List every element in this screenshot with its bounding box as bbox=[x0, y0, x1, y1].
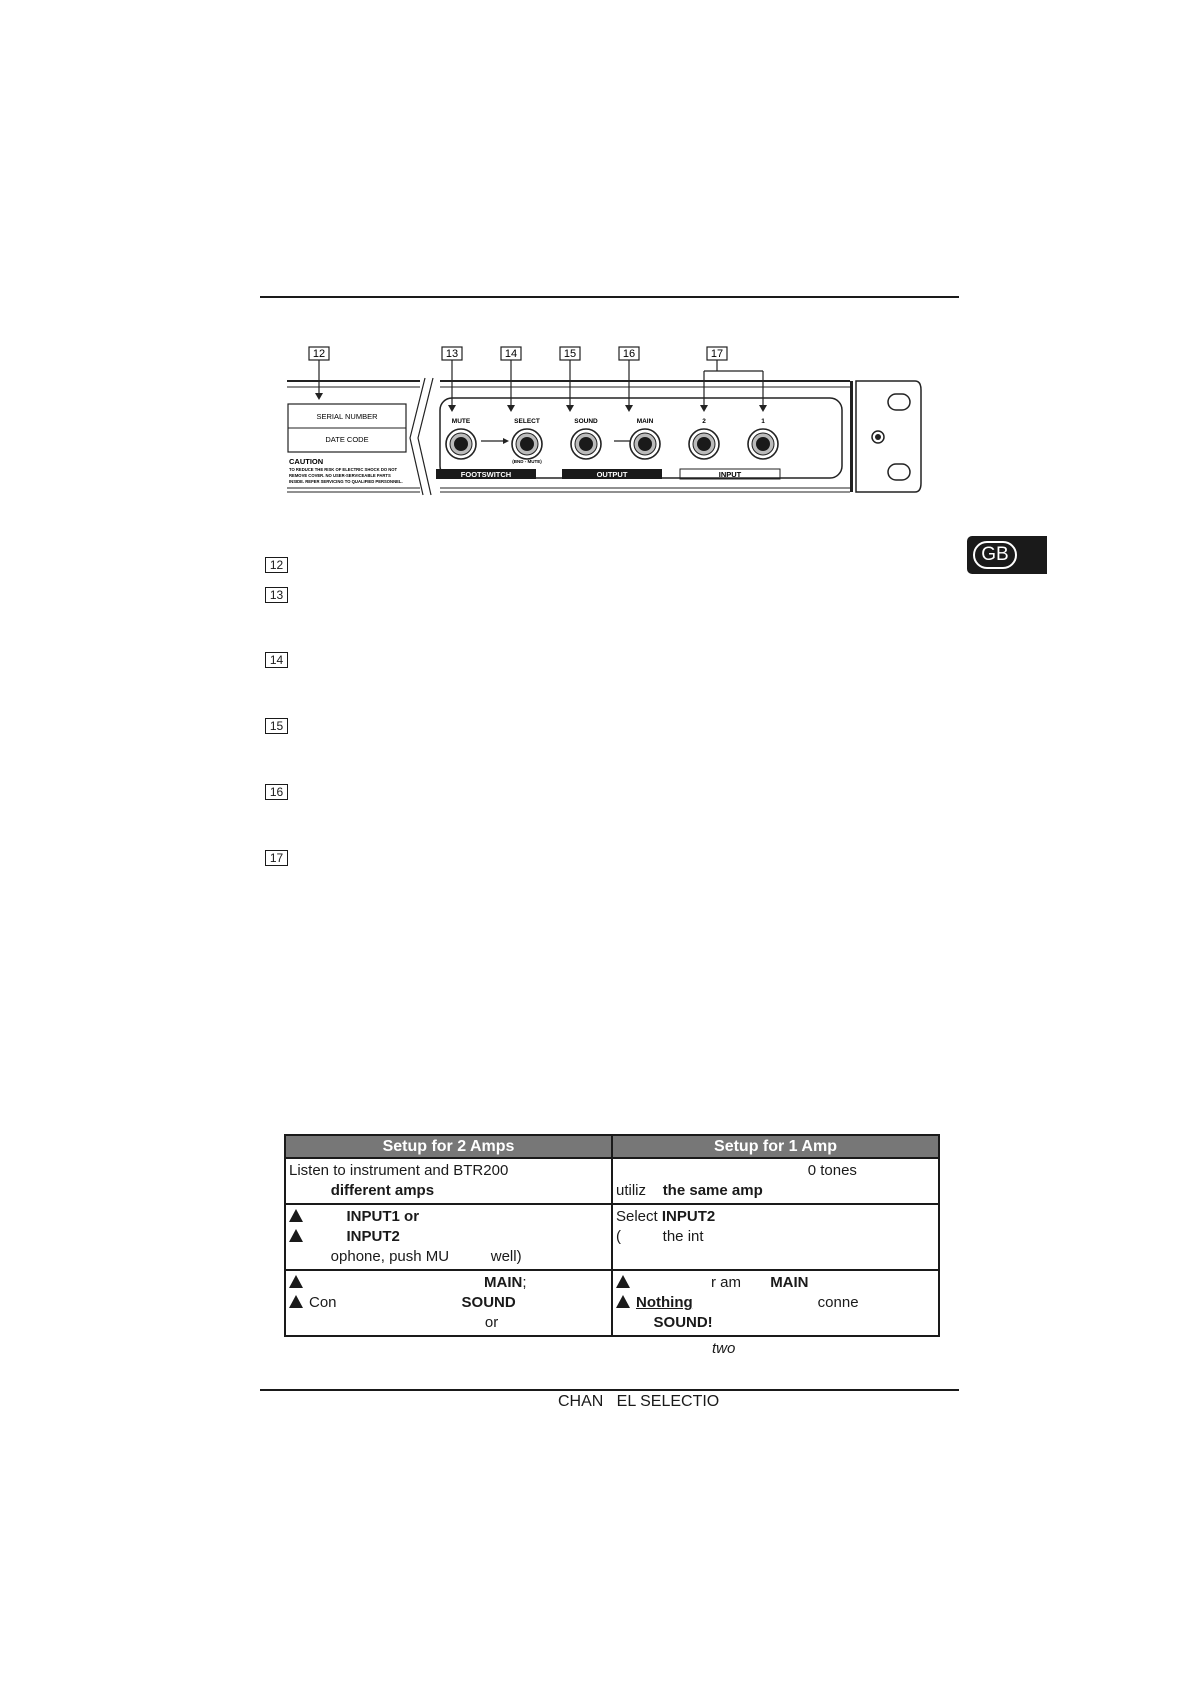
bold-text: the same amp bbox=[662, 1182, 763, 1199]
bullet-triangle-icon bbox=[289, 1209, 303, 1222]
serial-number-label: SERIAL NUMBER bbox=[316, 412, 378, 421]
cell-line bbox=[616, 1313, 935, 1333]
bullet-triangle-icon bbox=[616, 1275, 630, 1288]
jack-hole bbox=[579, 437, 593, 451]
cell-line bbox=[289, 1207, 608, 1227]
bullet-triangle-icon bbox=[289, 1229, 303, 1242]
text: Select bbox=[616, 1208, 662, 1225]
text bbox=[616, 1314, 654, 1331]
jack-hole bbox=[638, 437, 652, 451]
text: r am bbox=[636, 1274, 771, 1291]
text: ; bbox=[522, 1274, 527, 1291]
table-row bbox=[285, 1158, 939, 1204]
jack-label: SOUND bbox=[574, 418, 598, 425]
caution-line: TO REDUCE THE RISK OF ELECTRIC SHOCK DO NOT bbox=[289, 467, 398, 472]
cell-line bbox=[616, 1207, 935, 1227]
text: 0 tones bbox=[616, 1162, 857, 1179]
text bbox=[309, 1274, 484, 1291]
text bbox=[309, 1208, 347, 1225]
cell-one-amp bbox=[612, 1270, 939, 1336]
jack-hole bbox=[697, 437, 711, 451]
rear-panel-diagram bbox=[260, 340, 940, 500]
jack-hole bbox=[520, 437, 534, 451]
bullet-triangle-icon bbox=[289, 1275, 303, 1288]
cell-line bbox=[616, 1293, 935, 1313]
callout-number: 13 bbox=[445, 348, 459, 360]
bold-text: INPUT1 or bbox=[346, 1208, 420, 1225]
header-two-amps: Setup for 2 Amps bbox=[285, 1135, 612, 1158]
table-row bbox=[285, 1204, 939, 1270]
setup-comparison-table bbox=[284, 1134, 940, 1337]
cell-line bbox=[289, 1293, 608, 1313]
caution-heading: CAUTION bbox=[289, 457, 324, 466]
bold-text: INPUT2 bbox=[346, 1228, 400, 1245]
language-tab bbox=[967, 536, 1047, 574]
jack-label: MUTE bbox=[451, 418, 471, 425]
cell-line bbox=[289, 1313, 608, 1333]
bold-text: SOUND! bbox=[653, 1314, 713, 1331]
cell-two-amps bbox=[285, 1158, 612, 1204]
item-number-13: 13 bbox=[265, 587, 288, 603]
cell-line bbox=[289, 1273, 608, 1293]
text: or bbox=[289, 1314, 499, 1331]
bold-text: SOUND bbox=[461, 1294, 516, 1311]
item-number-15: 15 bbox=[265, 718, 288, 734]
callout-number: 15 bbox=[563, 348, 577, 360]
caution-text bbox=[289, 467, 403, 484]
jack-label: 1 bbox=[761, 418, 765, 425]
text: Con bbox=[309, 1294, 462, 1311]
jack-hole bbox=[454, 437, 468, 451]
cell-line bbox=[616, 1227, 935, 1247]
cell-line bbox=[616, 1273, 935, 1293]
cell-two-amps bbox=[285, 1204, 612, 1270]
bold-text: Nothing bbox=[636, 1294, 693, 1311]
top-rule bbox=[260, 296, 959, 298]
table-row bbox=[285, 1270, 939, 1336]
header-one-amp: Setup for 1 Amp bbox=[612, 1135, 939, 1158]
cell-two-amps bbox=[285, 1270, 612, 1336]
callout-number: 14 bbox=[504, 348, 518, 360]
cell-line bbox=[289, 1227, 608, 1247]
footswitch-group-label: FOOTSWITCH bbox=[460, 470, 512, 479]
cell-line bbox=[616, 1181, 935, 1201]
item-number-17: 17 bbox=[265, 850, 288, 866]
text bbox=[289, 1182, 331, 1199]
bottom-rule bbox=[260, 1389, 959, 1391]
output-group-label: OUTPUT bbox=[596, 470, 628, 479]
footer-title: CHAN EL SELECTIO bbox=[558, 1393, 720, 1410]
callout-number: 12 bbox=[312, 348, 326, 360]
cell-line bbox=[289, 1247, 608, 1267]
cell-one-amp bbox=[612, 1158, 939, 1204]
bold-text: different amps bbox=[330, 1182, 435, 1199]
caution-line: REMOVE COVER. NO USER-SERVICEABLE PARTS bbox=[289, 473, 391, 478]
text: utiliz bbox=[616, 1182, 663, 1199]
jack-label: MAIN bbox=[636, 418, 654, 425]
cell-line bbox=[289, 1181, 608, 1201]
callout-number: 17 bbox=[710, 348, 724, 360]
date-code-label: DATE CODE bbox=[325, 435, 369, 444]
item-number-12: 12 bbox=[265, 557, 288, 573]
text: Listen to instrument and BTR200 bbox=[289, 1162, 509, 1179]
input-group-label: INPUT bbox=[718, 470, 742, 479]
text: ( the int bbox=[616, 1228, 704, 1245]
text: conne bbox=[692, 1294, 859, 1311]
text: ophone, push MU well) bbox=[289, 1248, 522, 1265]
bold-text: MAIN bbox=[770, 1274, 809, 1291]
jack-label: SELECT bbox=[514, 418, 540, 425]
bullet-triangle-icon bbox=[616, 1295, 630, 1308]
bold-text: MAIN bbox=[484, 1274, 523, 1291]
jack-hole bbox=[756, 437, 770, 451]
bullet-triangle-icon bbox=[289, 1295, 303, 1308]
bold-text: INPUT2 bbox=[661, 1208, 716, 1225]
item-number-14: 14 bbox=[265, 652, 288, 668]
jack-label: 2 bbox=[702, 418, 706, 425]
language-tab-label: GB bbox=[973, 541, 1017, 569]
select-sub-label: (BND - MUTE) bbox=[512, 459, 542, 464]
table-caption: two bbox=[712, 1340, 736, 1357]
cell-line bbox=[289, 1161, 608, 1181]
caution-line: INSIDE. REFER SERVICING TO QUALIFIED PERSONNEL. bbox=[289, 479, 403, 484]
cell-one-amp bbox=[612, 1204, 939, 1270]
callout-number: 16 bbox=[622, 348, 636, 360]
text bbox=[309, 1228, 347, 1245]
cell-line bbox=[616, 1161, 935, 1181]
item-number-16: 16 bbox=[265, 784, 288, 800]
